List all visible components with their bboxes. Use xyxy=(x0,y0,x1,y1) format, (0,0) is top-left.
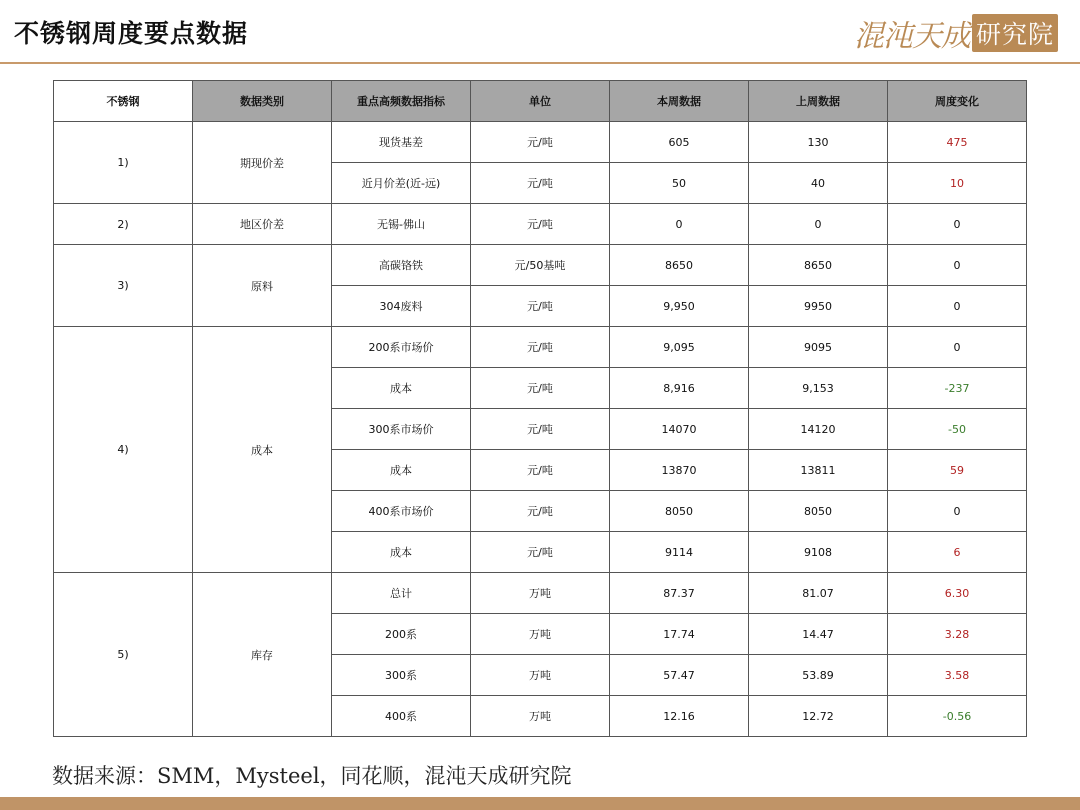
this-week-cell: 87.37 xyxy=(610,573,749,614)
column-header: 重点高频数据指标 xyxy=(332,81,471,122)
unit-cell: 万吨 xyxy=(471,573,610,614)
group-id-cell: 4) xyxy=(54,327,193,573)
unit-cell: 元/吨 xyxy=(471,450,610,491)
brand-logo xyxy=(854,14,1058,52)
unit-cell: 元/吨 xyxy=(471,204,610,245)
last-week-cell: 0 xyxy=(749,204,888,245)
unit-cell: 元/吨 xyxy=(471,163,610,204)
this-week-cell: 605 xyxy=(610,122,749,163)
table-header-row xyxy=(54,81,1027,122)
last-week-cell: 9095 xyxy=(749,327,888,368)
table-row xyxy=(54,204,1027,245)
this-week-cell: 57.47 xyxy=(610,655,749,696)
last-week-cell: 53.89 xyxy=(749,655,888,696)
this-week-cell: 12.16 xyxy=(610,696,749,737)
group-id-cell: 3) xyxy=(54,245,193,327)
unit-cell: 元/吨 xyxy=(471,327,610,368)
indicator-cell: 高碳铬铁 xyxy=(332,245,471,286)
weekly-change-cell: 0 xyxy=(888,286,1027,327)
this-week-cell: 8650 xyxy=(610,245,749,286)
indicator-cell: 成本 xyxy=(332,368,471,409)
indicator-cell: 无锡-佛山 xyxy=(332,204,471,245)
weekly-change-cell: 6 xyxy=(888,532,1027,573)
data-source-note: 数据来源：SMM，Mysteel，同花顺，混沌天成研究院 xyxy=(52,764,572,788)
unit-cell: 万吨 xyxy=(471,655,610,696)
weekly-change-cell: -0.56 xyxy=(888,696,1027,737)
indicator-cell: 400系 xyxy=(332,696,471,737)
weekly-change-cell: 0 xyxy=(888,204,1027,245)
footer-accent-bar xyxy=(0,797,1080,810)
group-id-cell: 1) xyxy=(54,122,193,204)
indicator-cell: 总计 xyxy=(332,573,471,614)
weekly-change-cell: 0 xyxy=(888,491,1027,532)
weekly-change-cell: 0 xyxy=(888,245,1027,286)
weekly-change-cell: 6.30 xyxy=(888,573,1027,614)
last-week-cell: 40 xyxy=(749,163,888,204)
this-week-cell: 9114 xyxy=(610,532,749,573)
this-week-cell: 17.74 xyxy=(610,614,749,655)
column-header: 周度变化 xyxy=(888,81,1027,122)
this-week-cell: 8050 xyxy=(610,491,749,532)
unit-cell: 元/吨 xyxy=(471,368,610,409)
indicator-cell: 300系 xyxy=(332,655,471,696)
unit-cell: 元/吨 xyxy=(471,122,610,163)
table-row xyxy=(54,327,1027,368)
column-header: 不锈钢 xyxy=(54,81,193,122)
last-week-cell: 14.47 xyxy=(749,614,888,655)
unit-cell: 万吨 xyxy=(471,696,610,737)
unit-cell: 元/吨 xyxy=(471,409,610,450)
page-title: 不锈钢周度要点数据 xyxy=(14,19,249,48)
weekly-change-cell: -237 xyxy=(888,368,1027,409)
last-week-cell: 81.07 xyxy=(749,573,888,614)
last-week-cell: 8650 xyxy=(749,245,888,286)
this-week-cell: 0 xyxy=(610,204,749,245)
weekly-change-cell: 0 xyxy=(888,327,1027,368)
column-header: 数据类别 xyxy=(193,81,332,122)
category-cell: 期现价差 xyxy=(193,122,332,204)
indicator-cell: 成本 xyxy=(332,450,471,491)
logo-script-text: 混沌天成 xyxy=(853,19,970,54)
indicator-cell: 400系市场价 xyxy=(332,491,471,532)
weekly-change-cell: -50 xyxy=(888,409,1027,450)
unit-cell: 元/吨 xyxy=(471,491,610,532)
unit-cell: 元/吨 xyxy=(471,532,610,573)
unit-cell: 元/吨 xyxy=(471,286,610,327)
last-week-cell: 8050 xyxy=(749,491,888,532)
table-row xyxy=(54,245,1027,286)
indicator-cell: 成本 xyxy=(332,532,471,573)
indicator-cell: 200系 xyxy=(332,614,471,655)
this-week-cell: 13870 xyxy=(610,450,749,491)
category-cell: 成本 xyxy=(193,327,332,573)
last-week-cell: 9,153 xyxy=(749,368,888,409)
group-id-cell: 2) xyxy=(54,204,193,245)
unit-cell: 万吨 xyxy=(471,614,610,655)
weekly-change-cell: 3.28 xyxy=(888,614,1027,655)
title-divider xyxy=(0,62,1080,64)
indicator-cell: 304废料 xyxy=(332,286,471,327)
column-header: 上周数据 xyxy=(749,81,888,122)
last-week-cell: 9950 xyxy=(749,286,888,327)
logo-box-text: 研究院 xyxy=(972,14,1058,52)
table-row xyxy=(54,122,1027,163)
this-week-cell: 14070 xyxy=(610,409,749,450)
weekly-change-cell: 3.58 xyxy=(888,655,1027,696)
indicator-cell: 近月价差(近-远) xyxy=(332,163,471,204)
category-cell: 地区价差 xyxy=(193,204,332,245)
this-week-cell: 8,916 xyxy=(610,368,749,409)
indicator-cell: 300系市场价 xyxy=(332,409,471,450)
this-week-cell: 50 xyxy=(610,163,749,204)
weekly-change-cell: 59 xyxy=(888,450,1027,491)
column-header: 本周数据 xyxy=(610,81,749,122)
last-week-cell: 130 xyxy=(749,122,888,163)
last-week-cell: 13811 xyxy=(749,450,888,491)
category-cell: 库存 xyxy=(193,573,332,737)
this-week-cell: 9,950 xyxy=(610,286,749,327)
this-week-cell: 9,095 xyxy=(610,327,749,368)
last-week-cell: 14120 xyxy=(749,409,888,450)
unit-cell: 元/50基吨 xyxy=(471,245,610,286)
indicator-cell: 现货基差 xyxy=(332,122,471,163)
table-row xyxy=(54,573,1027,614)
last-week-cell: 9108 xyxy=(749,532,888,573)
category-cell: 原料 xyxy=(193,245,332,327)
column-header: 单位 xyxy=(471,81,610,122)
indicator-cell: 200系市场价 xyxy=(332,327,471,368)
last-week-cell: 12.72 xyxy=(749,696,888,737)
weekly-change-cell: 475 xyxy=(888,122,1027,163)
group-id-cell: 5) xyxy=(54,573,193,737)
stainless-steel-weekly-table xyxy=(53,80,1027,737)
weekly-change-cell: 10 xyxy=(888,163,1027,204)
